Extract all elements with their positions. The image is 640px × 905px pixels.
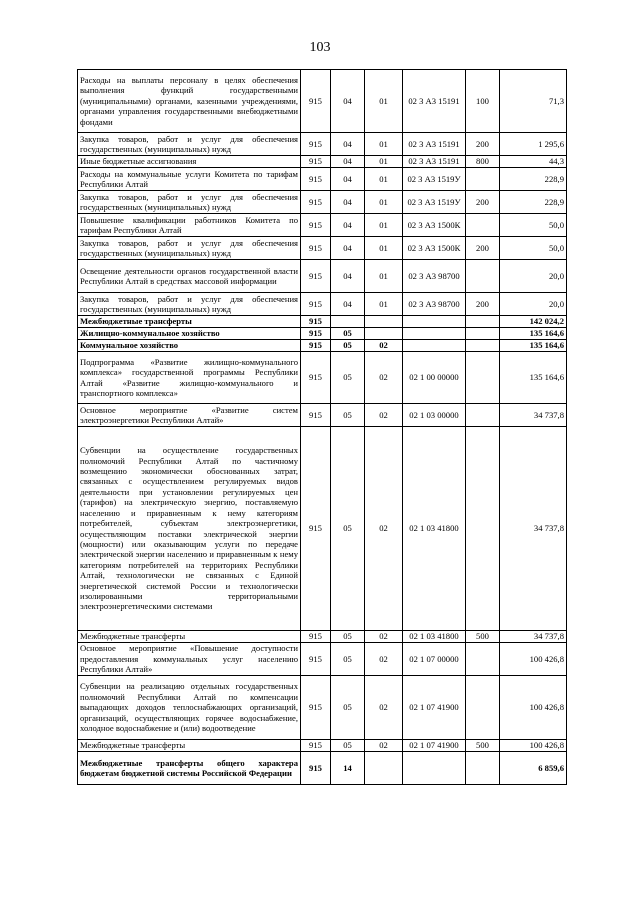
grbs-code-cell: 915: [301, 631, 331, 643]
table-row: [78, 316, 567, 328]
budget-table-body: [78, 70, 567, 785]
row-name-cell: Расходы на выплаты персоналу в целях обеспечения выполнения функций государственными (муниципальными) органами, казенными учреждениями, органами управления государственными внебюджетными фондами: [78, 70, 301, 133]
subsection-code-cell: 01: [365, 260, 403, 293]
expense-type-cell: [466, 427, 500, 631]
subsection-code-cell: 01: [365, 237, 403, 260]
expense-type-cell: [466, 316, 500, 328]
grbs-code-cell: 915: [301, 70, 331, 133]
expense-type-cell: 500: [466, 631, 500, 643]
row-name-cell: Повышение квалификации работников Комитета по тарифам Республики Алтай: [78, 214, 301, 237]
expense-type-cell: [466, 260, 500, 293]
expense-type-cell: 500: [466, 740, 500, 752]
table-row: [78, 340, 567, 352]
table-row: [78, 352, 567, 404]
row-name-cell: Субвенции на реализацию отдельных государственных полномочий Республики Алтай по компенсации выпадающих доходов теплоснабжающих организаций, организаций, осуществляющих горячее водоснабжение, холодное водоснабжение и (или) водоотведение: [78, 676, 301, 740]
section-code-cell: 05: [331, 328, 365, 340]
row-name-cell: Субвенции на осуществление государственных полномочий Республики Алтай по частичному возмещению экономически обоснованных затрат, связанных с осуществлением регулируемых видов деятельности при установлении регулируемых цен (тарифов) на электрическую энергию, поставляемую населению и приравненным к нему категориям потребителей, субъектам электроэнергетики, осуществляющим поставки электрической энергии (мощности) или оказывающим услуги по передаче электрической энергии населению и приравненным к нему категориям потребителей на территориях Республики Алтай, технологически не связанных с Единой энергетической системой России и технологически изолированными территориальными электроэнергетическими системами: [78, 427, 301, 631]
amount-cell: 6 859,6: [500, 752, 567, 785]
page-number: 103: [309, 40, 331, 55]
subsection-code-cell: 01: [365, 168, 403, 191]
target-article-cell: 02 1 07 00000: [403, 643, 466, 676]
target-article-cell: 02 3 А3 15191: [403, 70, 466, 133]
subsection-code-cell: [365, 752, 403, 785]
expense-type-cell: [466, 752, 500, 785]
row-name-cell: Закупка товаров, работ и услуг для обеспечения государственных (муниципальных) нужд: [78, 293, 301, 316]
grbs-code-cell: 915: [301, 752, 331, 785]
section-code-cell: 05: [331, 427, 365, 631]
grbs-code-cell: 915: [301, 191, 331, 214]
subsection-code-cell: 01: [365, 191, 403, 214]
section-code-cell: [331, 316, 365, 328]
row-name-cell: Подпрограмма «Развитие жилищно-коммунального комплекса» государственной программы Республики Алтай «Развитие жилищно-коммунального и транспортного комплекса»: [78, 352, 301, 404]
amount-cell: 228,9: [500, 191, 567, 214]
table-row: [78, 740, 567, 752]
grbs-code-cell: 915: [301, 340, 331, 352]
expense-type-cell: [466, 676, 500, 740]
expense-type-cell: [466, 328, 500, 340]
expense-type-cell: 800: [466, 156, 500, 168]
grbs-code-cell: 915: [301, 427, 331, 631]
amount-cell: 34 737,8: [500, 427, 567, 631]
subsection-code-cell: 02: [365, 340, 403, 352]
budget-table: [77, 69, 567, 785]
target-article-cell: [403, 752, 466, 785]
expense-type-cell: [466, 643, 500, 676]
target-article-cell: [403, 316, 466, 328]
subsection-code-cell: 02: [365, 404, 403, 427]
amount-cell: 100 426,8: [500, 740, 567, 752]
subsection-code-cell: 01: [365, 214, 403, 237]
section-code-cell: 05: [331, 676, 365, 740]
section-code-cell: 05: [331, 631, 365, 643]
section-code-cell: 04: [331, 168, 365, 191]
target-article-cell: 02 3 А3 98700: [403, 293, 466, 316]
amount-cell: 135 164,6: [500, 352, 567, 404]
amount-cell: 20,0: [500, 260, 567, 293]
table-row: [78, 168, 567, 191]
section-code-cell: 05: [331, 740, 365, 752]
grbs-code-cell: 915: [301, 237, 331, 260]
target-article-cell: 02 3 А3 1519У: [403, 168, 466, 191]
amount-cell: 1 295,6: [500, 133, 567, 156]
row-name-cell: Межбюджетные трансферты: [78, 316, 301, 328]
target-article-cell: 02 3 А3 1500К: [403, 214, 466, 237]
subsection-code-cell: 01: [365, 70, 403, 133]
amount-cell: 20,0: [500, 293, 567, 316]
section-code-cell: 05: [331, 643, 365, 676]
expense-type-cell: [466, 168, 500, 191]
subsection-code-cell: 02: [365, 740, 403, 752]
row-name-cell: Иные бюджетные ассигнования: [78, 156, 301, 168]
expense-type-cell: [466, 340, 500, 352]
expense-type-cell: [466, 214, 500, 237]
row-name-cell: Межбюджетные трансферты: [78, 740, 301, 752]
grbs-code-cell: 915: [301, 293, 331, 316]
subsection-code-cell: 02: [365, 352, 403, 404]
table-row: [78, 328, 567, 340]
target-article-cell: 02 1 03 41800: [403, 427, 466, 631]
section-code-cell: 05: [331, 340, 365, 352]
section-code-cell: 04: [331, 191, 365, 214]
grbs-code-cell: 915: [301, 133, 331, 156]
expense-type-cell: 200: [466, 133, 500, 156]
section-code-cell: 04: [331, 293, 365, 316]
table-row: [78, 214, 567, 237]
row-name-cell: Основное мероприятие «Развитие систем электроэнергетики Республики Алтай»: [78, 404, 301, 427]
target-article-cell: 02 1 07 41900: [403, 740, 466, 752]
subsection-code-cell: 02: [365, 676, 403, 740]
amount-cell: 100 426,8: [500, 676, 567, 740]
row-name-cell: Закупка товаров, работ и услуг для обеспечения государственных (муниципальных) нужд: [78, 133, 301, 156]
section-code-cell: 04: [331, 214, 365, 237]
table-row: [78, 156, 567, 168]
table-row: [78, 643, 567, 676]
expense-type-cell: [466, 352, 500, 404]
target-article-cell: 02 3 А3 15191: [403, 133, 466, 156]
grbs-code-cell: 915: [301, 404, 331, 427]
section-code-cell: 04: [331, 133, 365, 156]
target-article-cell: [403, 340, 466, 352]
subsection-code-cell: 01: [365, 293, 403, 316]
row-name-cell: Межбюджетные трансферты общего характера бюджетам бюджетной системы Российской Федерации: [78, 752, 301, 785]
section-code-cell: 05: [331, 352, 365, 404]
grbs-code-cell: 915: [301, 214, 331, 237]
grbs-code-cell: 915: [301, 156, 331, 168]
subsection-code-cell: 01: [365, 133, 403, 156]
amount-cell: 44,3: [500, 156, 567, 168]
subsection-code-cell: 02: [365, 631, 403, 643]
table-row: [78, 191, 567, 214]
table-row: [78, 404, 567, 427]
target-article-cell: 02 1 03 41800: [403, 631, 466, 643]
target-article-cell: 02 3 А3 1500К: [403, 237, 466, 260]
target-article-cell: 02 1 00 00000: [403, 352, 466, 404]
amount-cell: 50,0: [500, 237, 567, 260]
section-code-cell: 04: [331, 70, 365, 133]
section-code-cell: 04: [331, 156, 365, 168]
row-name-cell: Основное мероприятие «Повышение доступности предоставления коммунальных услуг населению Республики Алтай»: [78, 643, 301, 676]
amount-cell: 135 164,6: [500, 328, 567, 340]
amount-cell: 135 164,6: [500, 340, 567, 352]
table-row: [78, 631, 567, 643]
grbs-code-cell: 915: [301, 643, 331, 676]
target-article-cell: 02 3 А3 1519У: [403, 191, 466, 214]
row-name-cell: Жилищно-коммунальное хозяйство: [78, 328, 301, 340]
table-row: [78, 293, 567, 316]
table-row: [78, 70, 567, 133]
subsection-code-cell: [365, 316, 403, 328]
grbs-code-cell: 915: [301, 328, 331, 340]
expense-type-cell: 200: [466, 293, 500, 316]
grbs-code-cell: 915: [301, 316, 331, 328]
amount-cell: 142 024,2: [500, 316, 567, 328]
row-name-cell: Закупка товаров, работ и услуг для обеспечения государственных (муниципальных) нужд: [78, 237, 301, 260]
target-article-cell: 02 3 А3 98700: [403, 260, 466, 293]
target-article-cell: 02 1 03 00000: [403, 404, 466, 427]
amount-cell: 71,3: [500, 70, 567, 133]
grbs-code-cell: 915: [301, 168, 331, 191]
row-name-cell: Межбюджетные трансферты: [78, 631, 301, 643]
grbs-code-cell: 915: [301, 352, 331, 404]
table-row: [78, 427, 567, 631]
grbs-code-cell: 915: [301, 676, 331, 740]
row-name-cell: Коммунальное хозяйство: [78, 340, 301, 352]
amount-cell: 100 426,8: [500, 643, 567, 676]
expense-type-cell: 200: [466, 191, 500, 214]
subsection-code-cell: 02: [365, 427, 403, 631]
table-row: [78, 237, 567, 260]
subsection-code-cell: 01: [365, 156, 403, 168]
target-article-cell: 02 3 А3 15191: [403, 156, 466, 168]
amount-cell: 50,0: [500, 214, 567, 237]
subsection-code-cell: 02: [365, 643, 403, 676]
amount-cell: 228,9: [500, 168, 567, 191]
grbs-code-cell: 915: [301, 740, 331, 752]
section-code-cell: 14: [331, 752, 365, 785]
row-name-cell: Расходы на коммунальные услуги Комитета по тарифам Республики Алтай: [78, 168, 301, 191]
subsection-code-cell: [365, 328, 403, 340]
expense-type-cell: 100: [466, 70, 500, 133]
expense-type-cell: 200: [466, 237, 500, 260]
amount-cell: 34 737,8: [500, 631, 567, 643]
table-row: [78, 752, 567, 785]
table-row: [78, 133, 567, 156]
grbs-code-cell: 915: [301, 260, 331, 293]
amount-cell: 34 737,8: [500, 404, 567, 427]
expense-type-cell: [466, 404, 500, 427]
section-code-cell: 04: [331, 260, 365, 293]
target-article-cell: 02 1 07 41900: [403, 676, 466, 740]
table-row: [78, 260, 567, 293]
section-code-cell: 04: [331, 237, 365, 260]
section-code-cell: 05: [331, 404, 365, 427]
table-row: [78, 676, 567, 740]
row-name-cell: Закупка товаров, работ и услуг для обеспечения государственных (муниципальных) нужд: [78, 191, 301, 214]
row-name-cell: Освещение деятельности органов государственной власти Республики Алтай в средствах массовой информации: [78, 260, 301, 293]
target-article-cell: [403, 328, 466, 340]
